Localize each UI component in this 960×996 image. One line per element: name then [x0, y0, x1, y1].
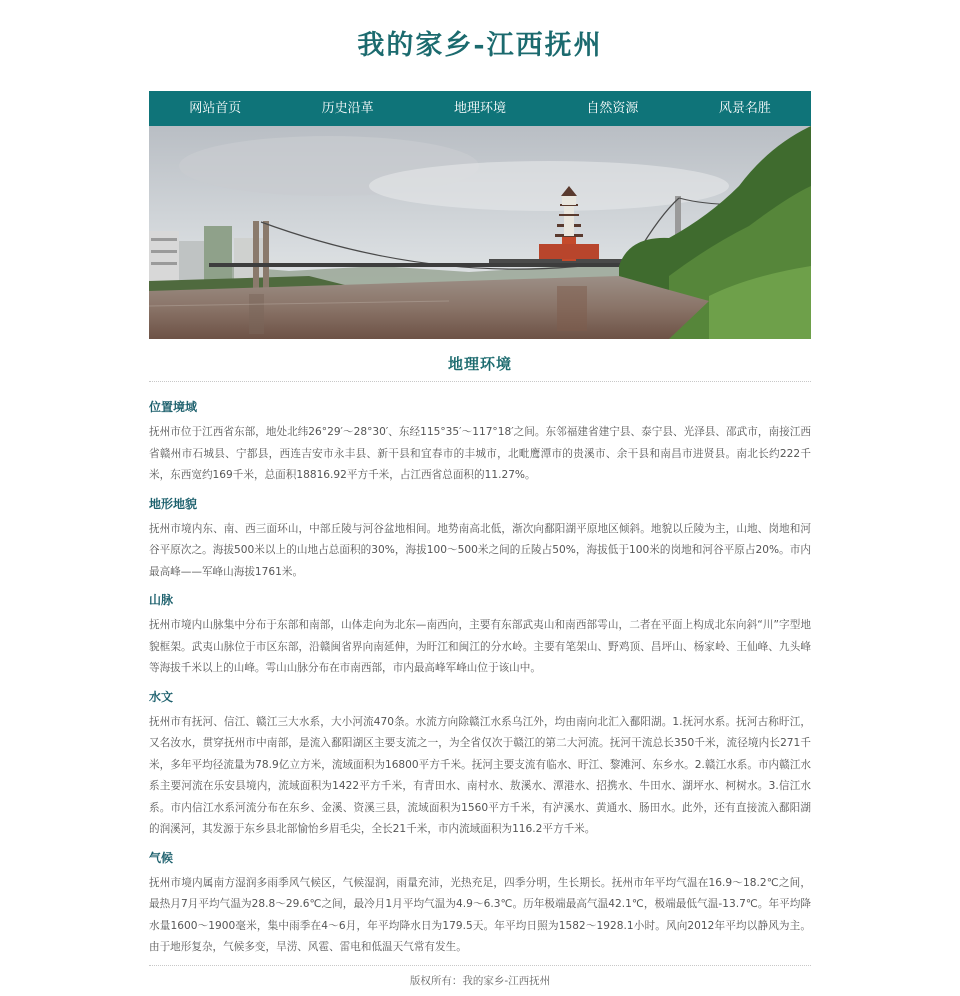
heading-hydrology: 水文 [149, 689, 174, 704]
main-nav [149, 91, 811, 126]
heading-climate: 气候 [149, 850, 174, 865]
paragraph-location: 抚州市位于江西省东部，地处北纬26°29′～28°30′、东经115°35′～117°18′之间。东邻福建省建宁县、泰宁县、光泽县、邵武市，南接江西省赣州市石城县、宁都县，西连吉安市永丰县、新干县和宜春市的丰城市，北毗鹰潭市的贵溪市、余干县和南昌市进贤县。南北长约222千米，东西宽约169千米，总面积18816.92平方千米，占江西省总面积的11.27%。 [149, 426, 811, 481]
footer [149, 965, 811, 996]
paragraph-mountains: 抚州市境内山脉集中分布于东部和南部，山体走向为北东—南西向，主要有东部武夷山和南西部雩山，二者在平面上构成北东向斜“川”字型地貌框架。武夷山脉位于市区东部，沿赣闽省界向南延伸，为盱江和闽江的分水岭。主要有笔架山、野鸡顶、昌坪山、杨家岭、王仙峰、九头峰等海拔千米以上的山峰。雩山山脉分布在市南西部，市内最高峰军峰山位于该山中。 [149, 619, 811, 674]
heading-location: 位置境域 [149, 400, 198, 414]
banner-river-bridge-scene [149, 126, 811, 339]
nav-item-history[interactable]: 历史沿革 [321, 101, 374, 116]
paragraph-climate: 抚州市境内属南方湿润多雨季风气候区，气候湿润，雨量充沛，光热充足，四季分明，生长期长。抚州市年平均气温在16.9～18.2℃之间，最热月7月平均气温为28.8～29.6℃之间，最冷月1月平均气温为4.9～6.3℃。历年极端最高气温42.1℃，极端最低气温-13.7℃。年平均降水量1600～1900毫米，集中雨季在4～6月，年平均降水日为179.5天。年平均日照为1582～1928.1小时。风向2012年平均以静风为主。由于地形复杂，气候多变，旱涝、风雹、雷电和低温天气常有发生。 [149, 876, 811, 953]
copyright-text: 版权所有：我的家乡-江西抚州 [409, 974, 551, 987]
heading-terrain: 地形地貌 [149, 496, 198, 511]
site-title: 我的家乡-江西抚州 [357, 30, 603, 61]
page-container [149, 0, 811, 996]
banner-image [149, 126, 811, 339]
section-title: 地理环境 [447, 355, 512, 373]
nav-item-home[interactable]: 网站首页 [189, 101, 242, 116]
paragraph-hydrology: 抚州市有抚河、信江、赣江三大水系，大小河流470条。水流方向除赣江水系乌江外，均由南向北汇入鄱阳湖。1.抚河水系。抚河古称盱江，又名汝水，贯穿抚州市中南部，是流入鄱阳湖区主要支流之一，为全省仅次于赣江的第二大河流。抚河干流总长350千米，流径境内长271千米，多年平均径流量为78.9亿立方米，流域面积为16800平方千米。抚河主要支流有临水、盱江、黎滩河、东乡水。2.赣江水系。市内赣江水系主要河流在乐安县境内，流域面积为1422平方千米，有青田水、南村水、敖溪水、潭港水、招携水、牛田水、湖坪水、柯树水。3.信江水系。市内信江水系河流分布在东乡、金溪、资溪三县，流域面积为1560平方千米，有泸溪水、黄通水、肠田水。此外，还有直接流入鄱阳湖的润溪河，其发源于东乡县北部愉怡乡眉毛尖，全长21千米，市内流域面积为116.2平方千米。 [149, 715, 811, 835]
heading-mountains: 山脉 [149, 593, 174, 607]
paragraph-terrain: 抚州市境内东、南、西三面环山，中部丘陵与河谷盆地相间。地势南高北低，渐次向鄱阳湖平原地区倾斜。地貌以丘陵为主，山地、岗地和河谷平原次之。海拔500米以上的山地占总面积的30%，海拔100～500米之间的丘陵占50%，海拔低于100米的岗地和河谷平原占20%。市内最高峰——军峰山海拔1761米。 [149, 522, 811, 578]
article-content [149, 382, 811, 959]
nav-item-geography[interactable]: 地理环境 [454, 101, 507, 116]
nav-item-scenery[interactable]: 风景名胜 [718, 101, 771, 116]
nav-item-resources[interactable]: 自然资源 [586, 101, 639, 116]
